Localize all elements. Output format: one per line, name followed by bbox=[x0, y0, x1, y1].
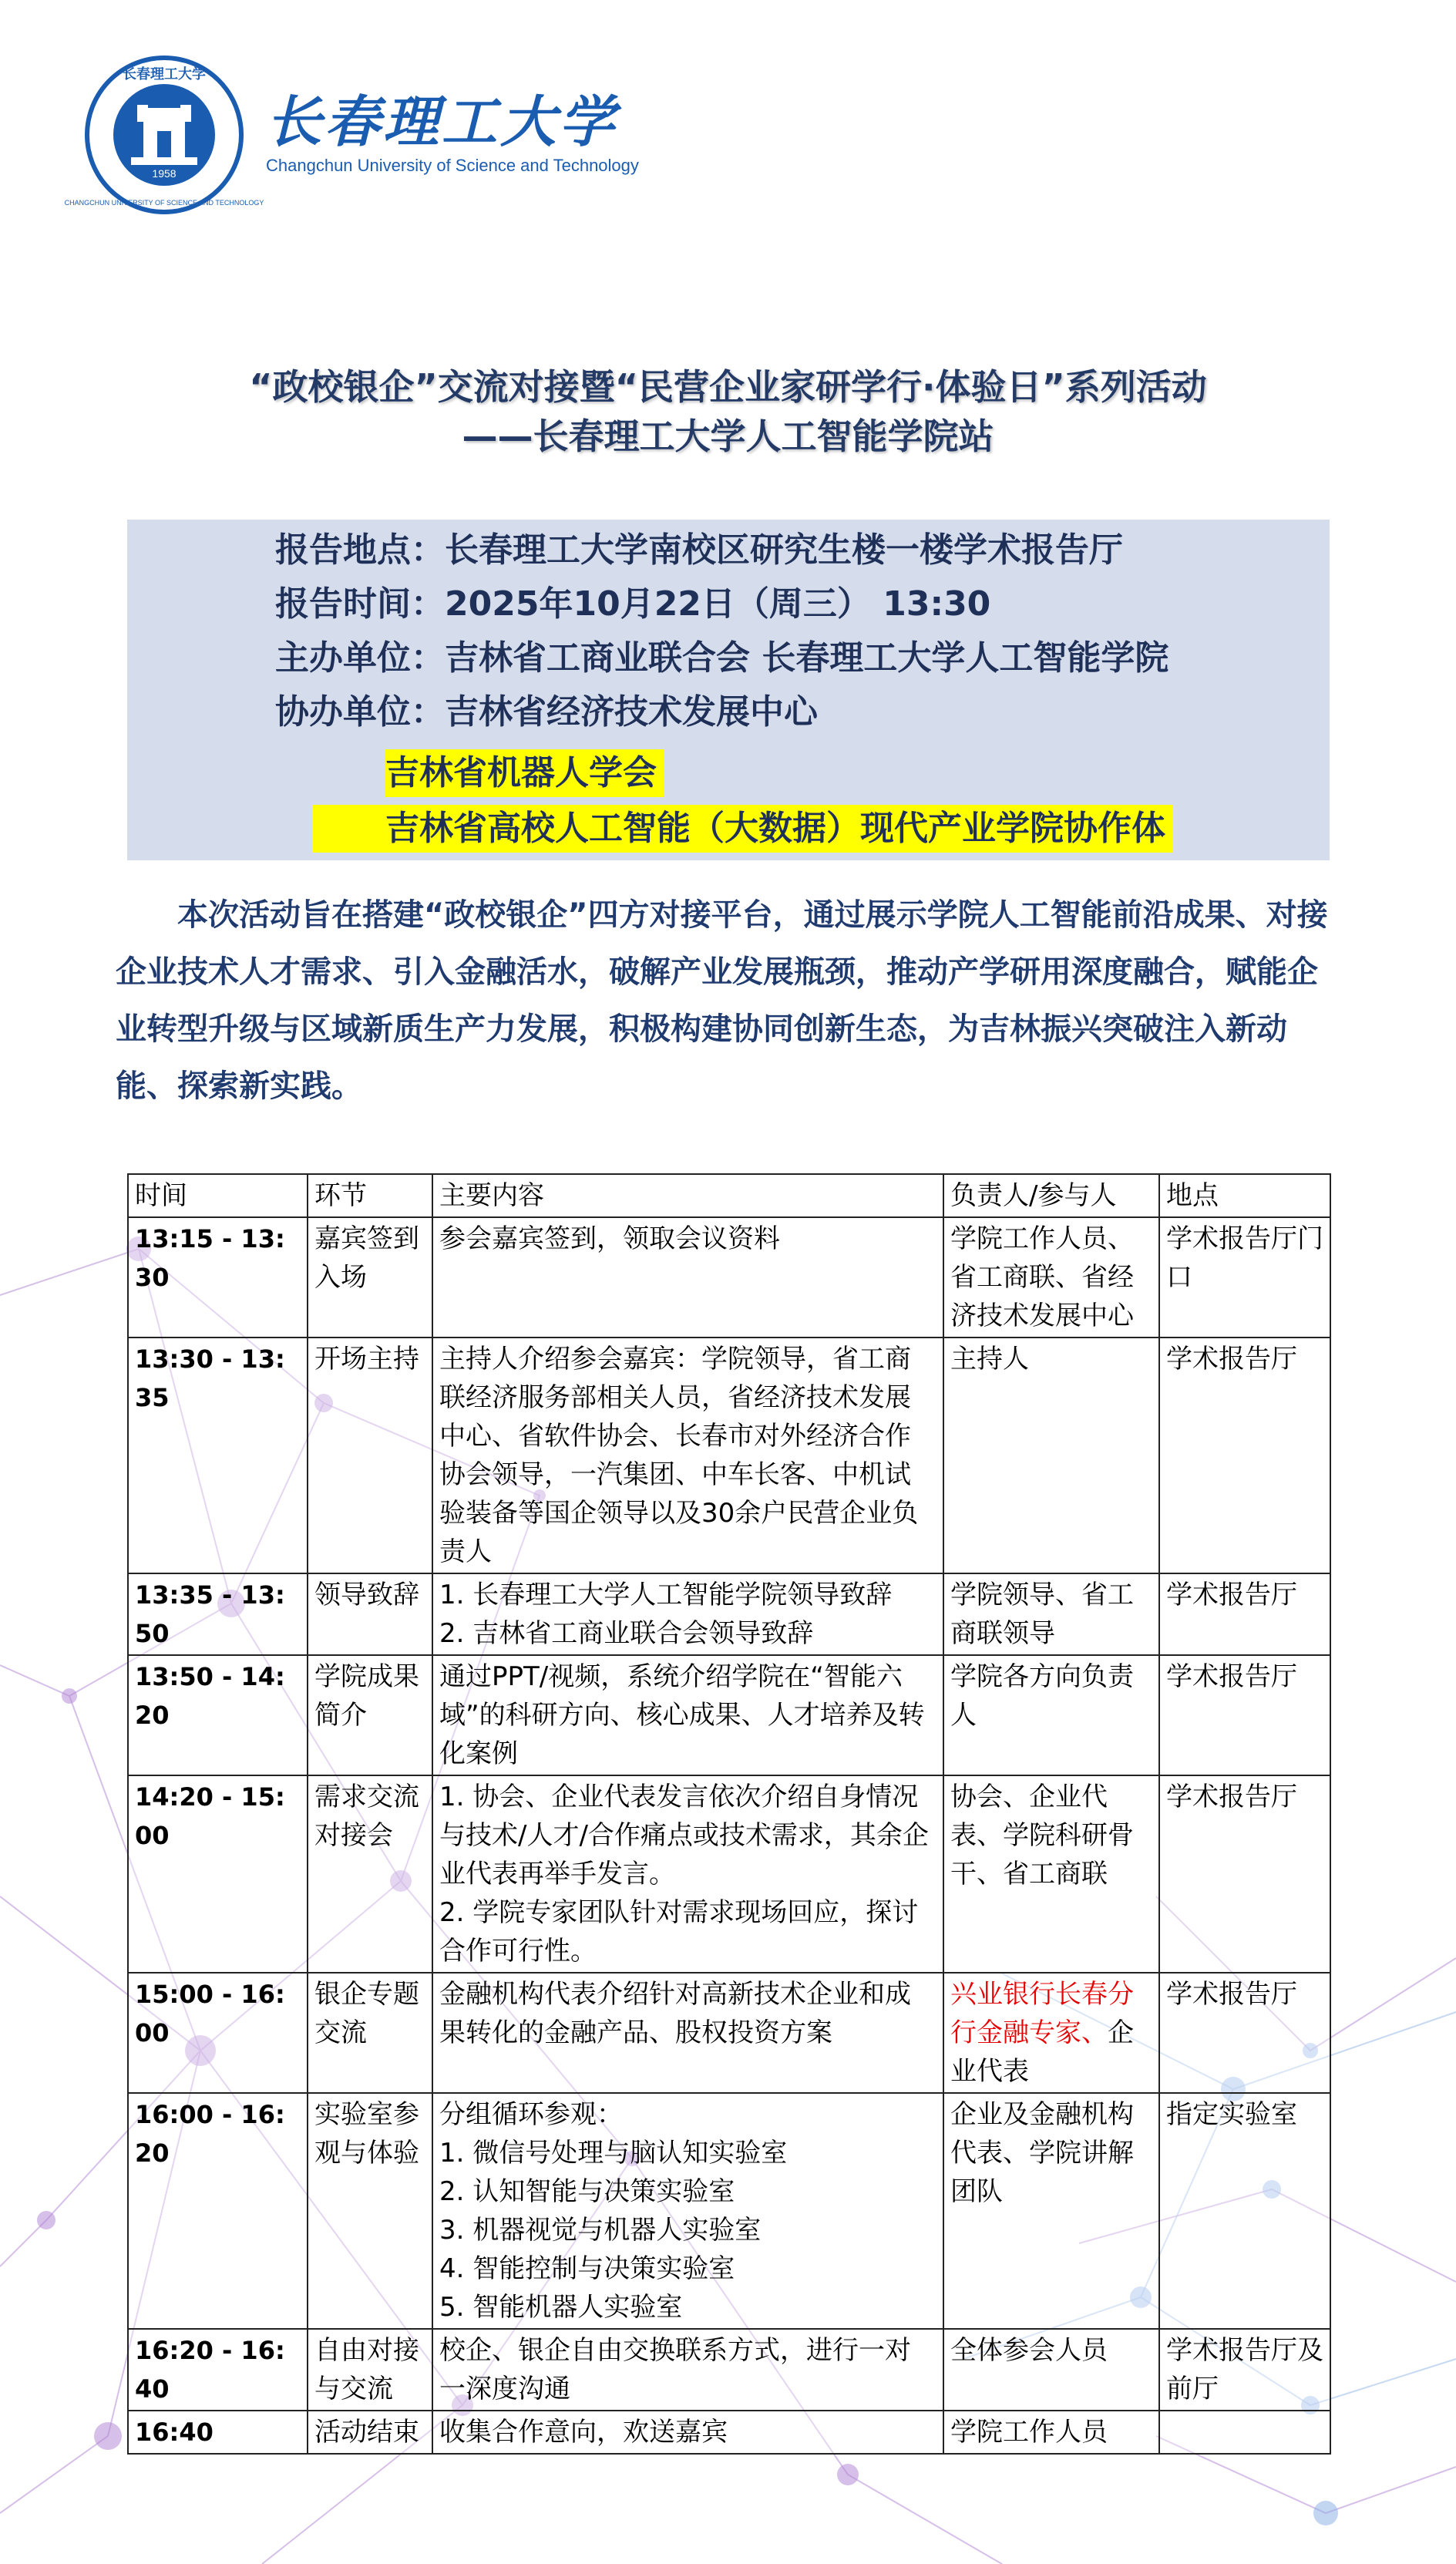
event-info-box bbox=[127, 520, 1330, 860]
university-seal-logo bbox=[64, 54, 264, 216]
cell-session: 自由对接与交流 bbox=[308, 2329, 432, 2411]
cell-place: 学术报告厅 bbox=[1159, 1973, 1330, 2093]
content-line: 3. 机器视觉与机器人实验室 bbox=[439, 2215, 762, 2246]
cell-person bbox=[943, 2329, 1159, 2411]
cell-place: 学术报告厅 bbox=[1159, 1338, 1330, 1573]
content-line: 5. 智能机器人实验室 bbox=[439, 2292, 683, 2323]
header-session: 环节 bbox=[308, 1174, 432, 1217]
cell-time: 13:35 - 13:50 bbox=[128, 1573, 308, 1655]
cell-session: 领导致辞 bbox=[308, 1573, 432, 1655]
cell-person bbox=[943, 1338, 1159, 1573]
cell-content bbox=[432, 2093, 943, 2329]
person-text: 协会、企业代表、学院科研骨干、省工商联 bbox=[950, 1782, 1134, 1889]
content-line: 通过PPT/视频，系统介绍学院在“智能六域”的科研方向、核心成果、人才培养及转化案例 bbox=[439, 1661, 925, 1769]
cell-person bbox=[943, 1973, 1159, 2093]
info-location: 报告地点：长春理工大学南校区研究生楼一楼学术报告厅 bbox=[275, 530, 1123, 570]
content-line: 1. 协会、企业代表发言依次介绍自身情况与技术/人才/合作痛点或技术需求，其余企业代表再举手发言。 bbox=[439, 1782, 929, 1889]
table-row bbox=[128, 1655, 1330, 1775]
cell-place bbox=[1159, 2411, 1330, 2454]
cell-session: 嘉宾签到入场 bbox=[308, 1217, 432, 1338]
person-text: 主持人 bbox=[950, 1344, 1029, 1375]
seal-year: 1958 bbox=[152, 167, 177, 180]
person-text: 企业代表 bbox=[950, 2017, 1134, 2087]
table-row bbox=[128, 2329, 1330, 2411]
university-name-en: Changchun University of Science and Technology bbox=[266, 156, 639, 175]
content-line: 收集合作意向，欢送嘉宾 bbox=[439, 2417, 728, 2448]
cell-place: 学术报告厅 bbox=[1159, 1775, 1330, 1973]
person-text: 学院工作人员 bbox=[950, 2417, 1108, 2448]
person-text: 全体参会人员 bbox=[950, 2335, 1108, 2366]
intro-paragraph bbox=[116, 887, 1341, 1115]
cell-person bbox=[943, 1775, 1159, 1973]
table-header-row bbox=[128, 1174, 1330, 1217]
cell-content bbox=[432, 1775, 943, 1973]
table-row bbox=[128, 1775, 1330, 1973]
table-row bbox=[128, 2093, 1330, 2329]
info-host: 主办单位：吉林省工商业联合会 长春理工大学人工智能学院 bbox=[275, 638, 1169, 678]
content-line: 1. 长春理工大学人工智能学院领导致辞 bbox=[439, 1580, 893, 1610]
person-highlight-text: 兴业银行长春分行金融专家、 bbox=[950, 1979, 1134, 2048]
cell-person bbox=[943, 1217, 1159, 1338]
cell-time: 16:40 bbox=[128, 2411, 308, 2454]
content-line: 2. 学院专家团队针对需求现场回应，探讨合作可行性。 bbox=[439, 1897, 919, 1967]
content-line: 校企、银企自由交换联系方式，进行一对一深度沟通 bbox=[439, 2335, 911, 2404]
title-line-1: “政校银企”交流对接暨“民营企业家研学行·体验日”系列活动 bbox=[249, 366, 1207, 408]
content-line: 2. 认知智能与决策实验室 bbox=[439, 2176, 735, 2207]
schedule-table bbox=[127, 1173, 1331, 2455]
cell-content bbox=[432, 1973, 943, 2093]
info-co-host-2: 吉林省机器人学会 bbox=[385, 749, 664, 797]
cell-session: 需求交流对接会 bbox=[308, 1775, 432, 1973]
cell-content bbox=[432, 1655, 943, 1775]
cell-session: 活动结束 bbox=[308, 2411, 432, 2454]
seal-ring-text: 长春理工大学 bbox=[123, 66, 206, 82]
content-line: 参会嘉宾签到，领取会议资料 bbox=[439, 1223, 780, 1254]
table-row bbox=[128, 1338, 1330, 1573]
info-time-value: 2025年10月22日（周三） 13:30 bbox=[445, 584, 991, 624]
cell-session: 实验室参观与体验 bbox=[308, 2093, 432, 2329]
header-content: 主要内容 bbox=[432, 1174, 943, 1217]
info-time bbox=[275, 581, 990, 628]
cell-content bbox=[432, 1338, 943, 1573]
person-text: 企业及金融机构代表、学院讲解团队 bbox=[950, 2099, 1134, 2207]
person-text: 学院领导、省工商联领导 bbox=[950, 1580, 1134, 1649]
info-co-host-3: 吉林省高校人工智能（大数据）现代产业学院协作体 bbox=[312, 805, 1173, 853]
cell-content bbox=[432, 2329, 943, 2411]
cell-person bbox=[943, 2093, 1159, 2329]
table-row bbox=[128, 2411, 1330, 2454]
content-line: 分组循环参观： bbox=[439, 2099, 623, 2130]
info-time-label: 报告时间： bbox=[275, 584, 445, 624]
title-line-2: ——长春理工大学人工智能学院站 bbox=[462, 416, 994, 457]
header-place: 地点 bbox=[1159, 1174, 1330, 1217]
cell-session: 银企专题交流 bbox=[308, 1973, 432, 2093]
cell-time: 13:30 - 13:35 bbox=[128, 1338, 308, 1573]
cell-place: 学术报告厅 bbox=[1159, 1573, 1330, 1655]
cell-place: 学术报告厅及前厅 bbox=[1159, 2329, 1330, 2411]
cell-place: 指定实验室 bbox=[1159, 2093, 1330, 2329]
seal-en-ring-text: CHANGCHUN UNIVERSITY OF SCIENCE AND TECHNOLOGY bbox=[64, 199, 264, 207]
cell-person bbox=[943, 2411, 1159, 2454]
university-wordmark bbox=[266, 91, 639, 176]
content-line: 2. 吉林省工商业联合会领导致辞 bbox=[439, 1618, 814, 1649]
cell-place: 学术报告厅门口 bbox=[1159, 1217, 1330, 1338]
table-row bbox=[128, 1217, 1330, 1338]
person-text: 学院工作人员、省工商联、省经济技术发展中心 bbox=[950, 1223, 1134, 1331]
cell-time: 13:15 - 13:30 bbox=[128, 1217, 308, 1338]
cell-session: 学院成果简介 bbox=[308, 1655, 432, 1775]
content-line: 主持人介绍参会嘉宾：学院领导，省工商联经济服务部相关人员，省经济技术发展中心、省软件协会、长春市对外经济合作协会领导，一汽集团、中车长客、中机试验装备等国企领导以及30余户民营企业负责人 bbox=[439, 1344, 919, 1567]
content-line: 金融机构代表介绍针对高新技术企业和成果转化的金融产品、股权投资方案 bbox=[439, 1979, 911, 2048]
cell-person bbox=[943, 1573, 1159, 1655]
schedule-table-body bbox=[128, 1217, 1330, 2454]
intro-text: 本次活动旨在搭建“政校银企”四方对接平台，通过展示学院人工智能前沿成果、对接企业技术人才需求、引入金融活水，破解产业发展瓶颈，推动产学研用深度融合，赋能企业转型升级与区域新质生产力发展，积极构建协同创新生态，为吉林振兴突破注入新动能、探索新实践。 bbox=[116, 897, 1328, 1104]
cell-time: 13:50 - 14:20 bbox=[128, 1655, 308, 1775]
cell-person bbox=[943, 1655, 1159, 1775]
cell-content bbox=[432, 1217, 943, 1338]
info-co-host: 协办单位：吉林省经济技术发展中心 bbox=[275, 692, 818, 732]
content-line: 1. 微信号处理与脑认知实验室 bbox=[439, 2138, 788, 2169]
page-title bbox=[0, 362, 1456, 461]
table-row bbox=[128, 1973, 1330, 2093]
cell-time: 15:00 - 16:00 bbox=[128, 1973, 308, 2093]
cell-session: 开场主持 bbox=[308, 1338, 432, 1573]
header-time: 时间 bbox=[128, 1174, 308, 1217]
table-row bbox=[128, 1573, 1330, 1655]
content-line: 4. 智能控制与决策实验室 bbox=[439, 2253, 735, 2284]
cell-content bbox=[432, 2411, 943, 2454]
cell-time: 16:00 - 16:20 bbox=[128, 2093, 308, 2329]
person-text: 学院各方向负责人 bbox=[950, 1661, 1134, 1731]
header-person: 负责人/参与人 bbox=[943, 1174, 1159, 1217]
cell-time: 14:20 - 15:00 bbox=[128, 1775, 308, 1973]
cell-time: 16:20 - 16:40 bbox=[128, 2329, 308, 2411]
cell-content bbox=[432, 1573, 943, 1655]
cell-place: 学术报告厅 bbox=[1159, 1655, 1330, 1775]
university-name-cn: 长春理工大学 bbox=[266, 89, 618, 154]
